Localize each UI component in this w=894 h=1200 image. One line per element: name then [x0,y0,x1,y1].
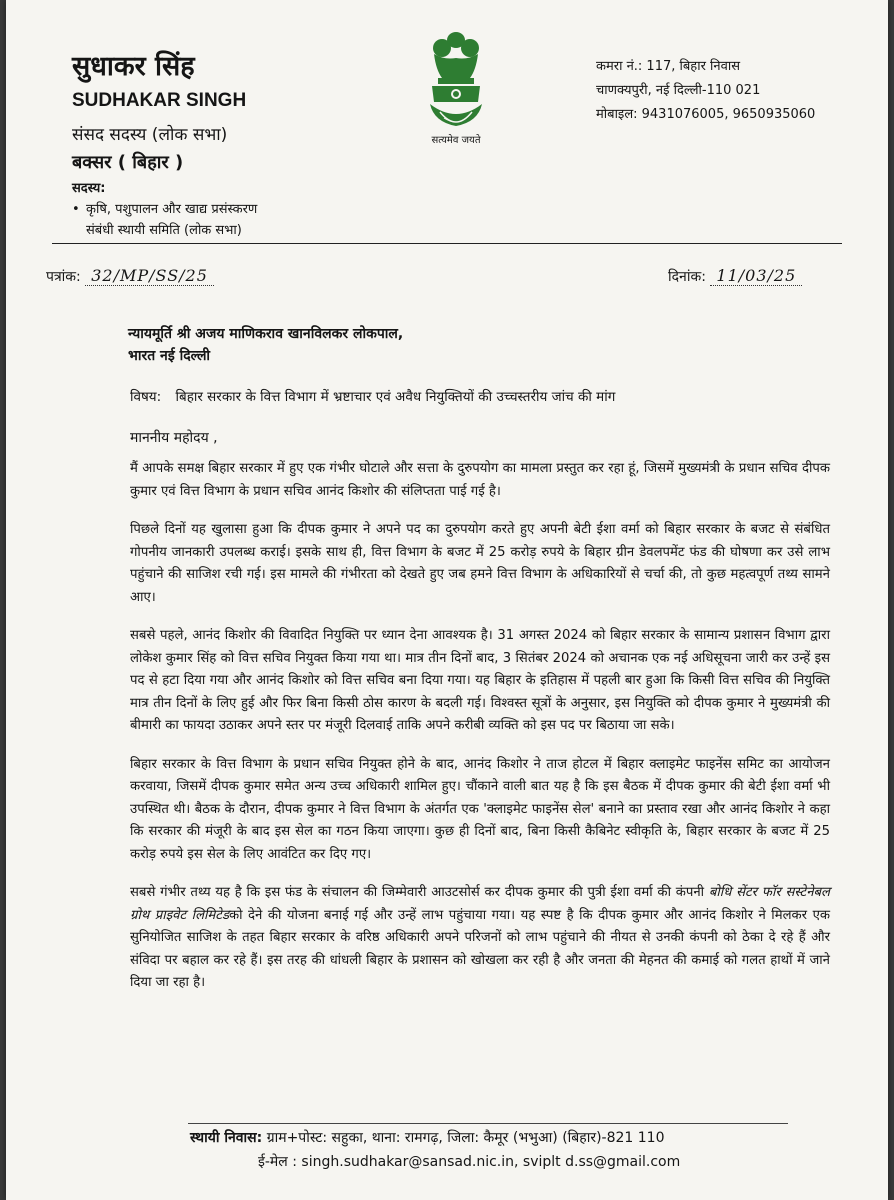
recipient-line-2: भारत नई दिल्ली [128,348,211,364]
paragraph-1: मैं आपके समक्ष बिहार सरकार में हुए एक गंभीर घोटाले और सत्ता के दुरुपयोग का मामला प्रस्तुत कर रहा हूं, जिसमें मुख्यमंत्री के प्रधान सचिव दीपक कुमार एवं वित्त विभाग के प्रधान सचिव आनंद किशोर की संलिप्तता पाई गई है। [130,461,830,499]
date-label: दिनांक: [668,269,706,285]
emblem-motto: सत्यमेव जयते [431,135,481,146]
paragraph-5-start: सबसे गंभीर तथ्य यह है कि इस फंड के संचालन की जिम्मेवारी आउटसोर्स कर दीपक कुमार की पुत्री ईशा वर्मा की कंपनी [130,885,709,900]
paragraph-3: सबसे पहले, आनंद किशोर की विवादित नियुक्ति पर ध्यान देना आवश्यक है। 31 अगस्त 2024 को बिहार सरकार के सामान्य प्रशासन विभाग द्वारा लोकेश कुमार सिंह को वित्त सचिव नियुक्त किया गया था। मात्र तीन दिनों बाद, 3 सितंबर 2024 को अचानक एक नई अधिसूचना जारी कर उन्हें इस पद से हटा दिया गया और आनंद किशोर को वित्त सचिव बना दिया गया। यह बिहार के इतिहास में पहली बार हुआ कि किसी वित्त सचिव की नियुक्ति मात्र तीन दिनों के लिए हुई और फिर बिना किसी ठोस कारण के बदली गई। विश्वस्त सूत्रों के अनुसार, इस नियुक्ति को दीपक कुमार ने मुख्यमंत्री की बीमारी का फायदा उठाकर अपने स्तर पर मंजूरी दिलवाई ताकि अपने करीबी व्यक्ति को इस पद पर बिठाया जा सके। [130,628,830,733]
paragraph-5 [130,882,830,995]
reference-value: 32/MP/SS/25 [85,266,214,286]
reference-label: पत्रांक: [46,269,81,285]
permanent-address-value: ग्राम+पोस्ट: सहुका, थाना: रामगढ़, जिला: कैमूर (भभुआ) (बिहार)-821 110 [266,1130,665,1146]
sender-name-hindi: सुधाकर सिंह [72,51,195,82]
recipient-line-1: न्यायमूर्ति श्री अजय माणिकराव खानविलकर लोकपाल, [128,326,404,342]
permanent-address-label: स्थायी निवास: [190,1130,263,1146]
permanent-address [190,1128,665,1147]
date-value: 11/03/25 [710,266,802,286]
membership-item [72,199,312,241]
bullet-icon: • [72,202,80,217]
subject-line [130,387,615,405]
membership-line-1: कृषि, पशुपालन और खाद्य प्रसंस्करण [86,202,258,217]
letter-date [668,266,802,286]
header-divider [52,243,842,244]
sender-designation: संसद सदस्य (लोक सभा) [72,125,228,145]
sender-constituency: बक्सर ( बिहार ) [72,152,184,173]
salutation: माननीय महोदय , [130,430,218,446]
subject-text: बिहार सरकार के वित्त विभाग में भ्रष्टाचार एवं अवैध नियुक्तियों की उच्चस्तरीय जांच की मांग [175,389,616,405]
paragraph-5-end: को देने की योजना बनाई गई और उन्हें लाभ पहुंचाया गया। यह स्पष्ट है कि दीपक कुमार और आनंद किशोर ने मिलकर एक सुनियोजित साजिश के तहत बिहार सरकार के वरिष्ठ अधिकारी अपने परिजनों को लाभ पहुंचाने की नीयत से उनकी कंपनी को ठेका दे रहे हैं और संविदा पर बहाल कर रहे हैं। इस तरह की धांधली बिहार के प्रशासन को खोखला कर रही है और जनता की मेहनत की कमाई को गलत हाथों में जाने दिया जा रहा है। [130,907,830,990]
membership-label: सदस्य: [72,181,106,196]
reference-number [46,266,214,286]
recipient-block [128,323,403,367]
address-line-2: चाणक्यपुरी, नई दिल्ली-110 021 [596,83,761,98]
email-label: ई-मेल : [258,1154,297,1170]
letter-body [130,458,830,1011]
sender-name-english: SUDHAKAR SINGH [72,90,247,111]
membership-line-2: संबंधी स्थायी समिति (लोक सभा) [86,223,242,238]
subject-label: विषय: [130,389,162,405]
mobile-numbers: मोबाइल: 9431076005, 9650935060 [596,107,816,122]
paragraph-2: पिछले दिनों यह खुलासा हुआ कि दीपक कुमार ने अपने पद का दुरुपयोग करते हुए अपनी बेटी ईशा वर्मा को बिहार सरकार के बजट से संबंधित गोपनीय जानकारी उपलब्ध कराई। इसके साथ ही, वित्त विभाग के बजट में 25 करोड़ रुपये के बिहार ग्रीन डेवलपमेंट फंड की घोषणा कर उसे लाभ पहुंचाने की साजिश रची गई। इस मामले की गंभीरता को देखते हुए जब हमने वित्त विभाग के अधिकारियों से चर्चा की, तो कुछ महत्वपूर्ण तथ्य सामने आए। [130,522,830,605]
email-addresses: singh.sudhakar@sansad.nic.in, sviplt d.ss@gmail.com [301,1154,681,1170]
email-line [258,1152,680,1171]
address-line-1: कमरा नं.: 117, बिहार निवास [596,59,740,74]
company-name: बोधि सेंटर फॉर सस्टेनेबल ग्रोथ प्राइवेट लिमिटेड [130,885,830,923]
office-address [596,55,815,127]
paragraph-4: बिहार सरकार के वित्त विभाग के प्रधान सचिव नियुक्त होने के बाद, आनंद किशोर ने ताज होटल में बिहार क्लाइमेट फाइनेंस समिट का आयोजन करवाया, जिसमें दीपक कुमार समेत अन्य उच्च अधिकारी शामिल हुए। चौंकाने वाली बात यह है कि इस बैठक में दीपक कुमार की बेटी ईशा वर्मा भी उपस्थित थी। बैठक के दौरान, दीपक कुमार ने वित्त विभाग के अंतर्गत एक 'क्लाइमेट फाइनेंस सेल' बनाने का प्रस्ताव रखा और आनंद किशोर ने कहा कि सरकार की मंजूरी के बाद इस सेल का गठन किया जाएगा। कुछ ही दिनों बाद, बिना किसी कैबिनेट स्वीकृति के, बिहार सरकार के बजट में 25 करोड़ रुपये इस सेल के लिए आवंटित कर दिए गए। [130,756,830,862]
footer-divider [188,1123,788,1124]
letter-page [6,0,888,1200]
